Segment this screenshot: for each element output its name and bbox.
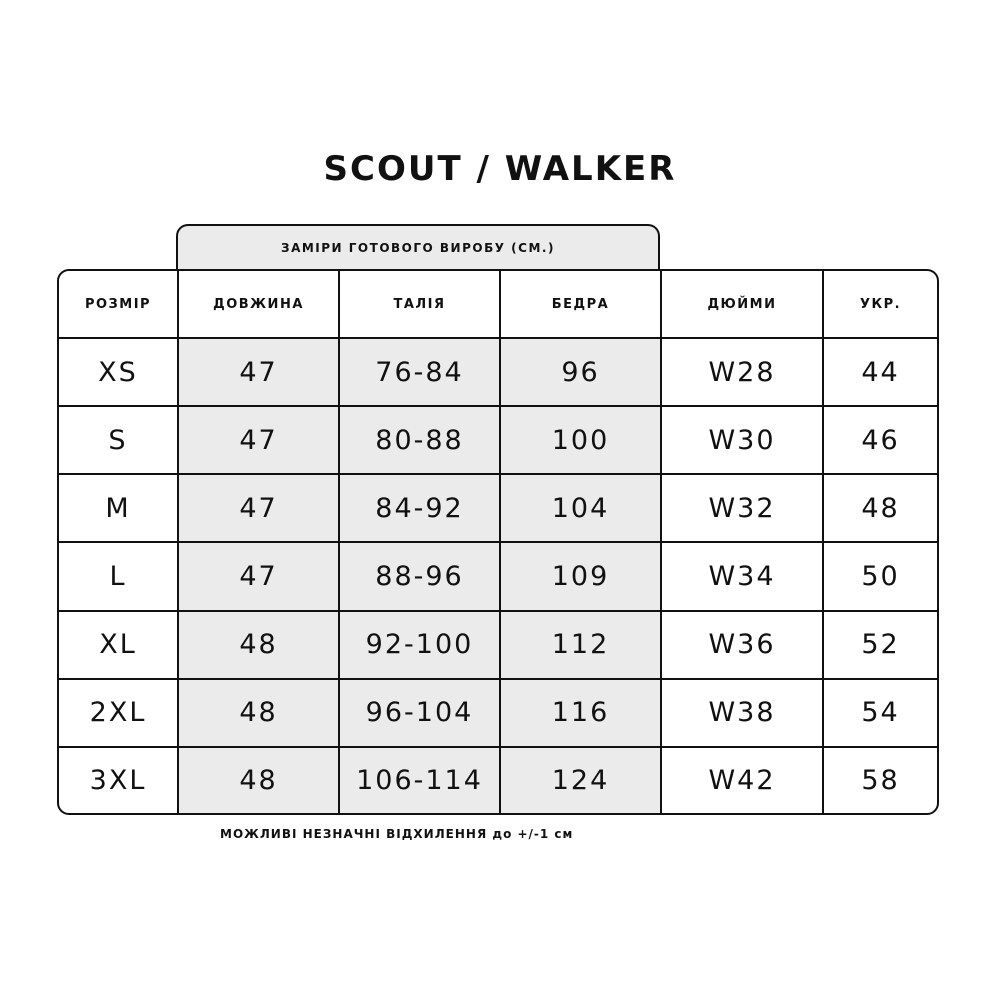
column-header-hips: БЕДРА [500,271,661,338]
cell-waist: 76-84 [339,338,500,406]
cell-ukr: 54 [823,679,937,747]
cell-inches: W36 [661,611,823,679]
table-row [59,611,937,679]
table-row [59,747,937,813]
column-header-inches: ДЮЙМИ [661,271,823,338]
cell-inches: W28 [661,338,823,406]
table-row [59,474,937,542]
cell-inches: W32 [661,474,823,542]
column-header-size: РОЗМІР [59,271,178,338]
measurements-group-header: ЗАМІРИ ГОТОВОГО ВИРОБУ (СМ.) [176,224,660,272]
cell-length: 47 [178,406,339,474]
table-row [59,406,937,474]
cell-waist: 80-88 [339,406,500,474]
cell-hips: 116 [500,679,661,747]
cell-hips: 112 [500,611,661,679]
cell-ukr: 46 [823,406,937,474]
page-title: SCOUT / WALKER [323,149,677,189]
table-row [59,338,937,406]
table-row [59,679,937,747]
table-row [59,542,937,610]
column-header-waist: ТАЛІЯ [339,271,500,338]
cell-inches: W30 [661,406,823,474]
cell-ukr: 58 [823,747,937,813]
cell-waist: 106-114 [339,747,500,813]
table-header-row [59,271,937,338]
cell-ukr: 48 [823,474,937,542]
cell-ukr: 52 [823,611,937,679]
cell-length: 47 [178,338,339,406]
cell-length: 48 [178,611,339,679]
cell-size: S [59,406,178,474]
cell-length: 48 [178,747,339,813]
cell-size: XL [59,611,178,679]
column-header-length: ДОВЖИНА [178,271,339,338]
cell-hips: 104 [500,474,661,542]
cell-waist: 84-92 [339,474,500,542]
cell-ukr: 50 [823,542,937,610]
cell-hips: 124 [500,747,661,813]
cell-size: M [59,474,178,542]
cell-hips: 109 [500,542,661,610]
size-table [59,271,937,813]
cell-inches: W42 [661,747,823,813]
cell-length: 48 [178,679,339,747]
cell-waist: 88-96 [339,542,500,610]
cell-hips: 96 [500,338,661,406]
tolerance-note: МОЖЛИВІ НЕЗНАЧНІ ВІДХИЛЕННЯ до +/-1 см [220,827,574,841]
cell-waist: 92-100 [339,611,500,679]
cell-size: 2XL [59,679,178,747]
cell-size: 3XL [59,747,178,813]
size-table-frame [57,269,939,815]
cell-size: L [59,542,178,610]
cell-hips: 100 [500,406,661,474]
cell-length: 47 [178,474,339,542]
cell-length: 47 [178,542,339,610]
cell-ukr: 44 [823,338,937,406]
cell-size: XS [59,338,178,406]
column-header-ukr: УКР. [823,271,937,338]
cell-inches: W34 [661,542,823,610]
cell-waist: 96-104 [339,679,500,747]
cell-inches: W38 [661,679,823,747]
